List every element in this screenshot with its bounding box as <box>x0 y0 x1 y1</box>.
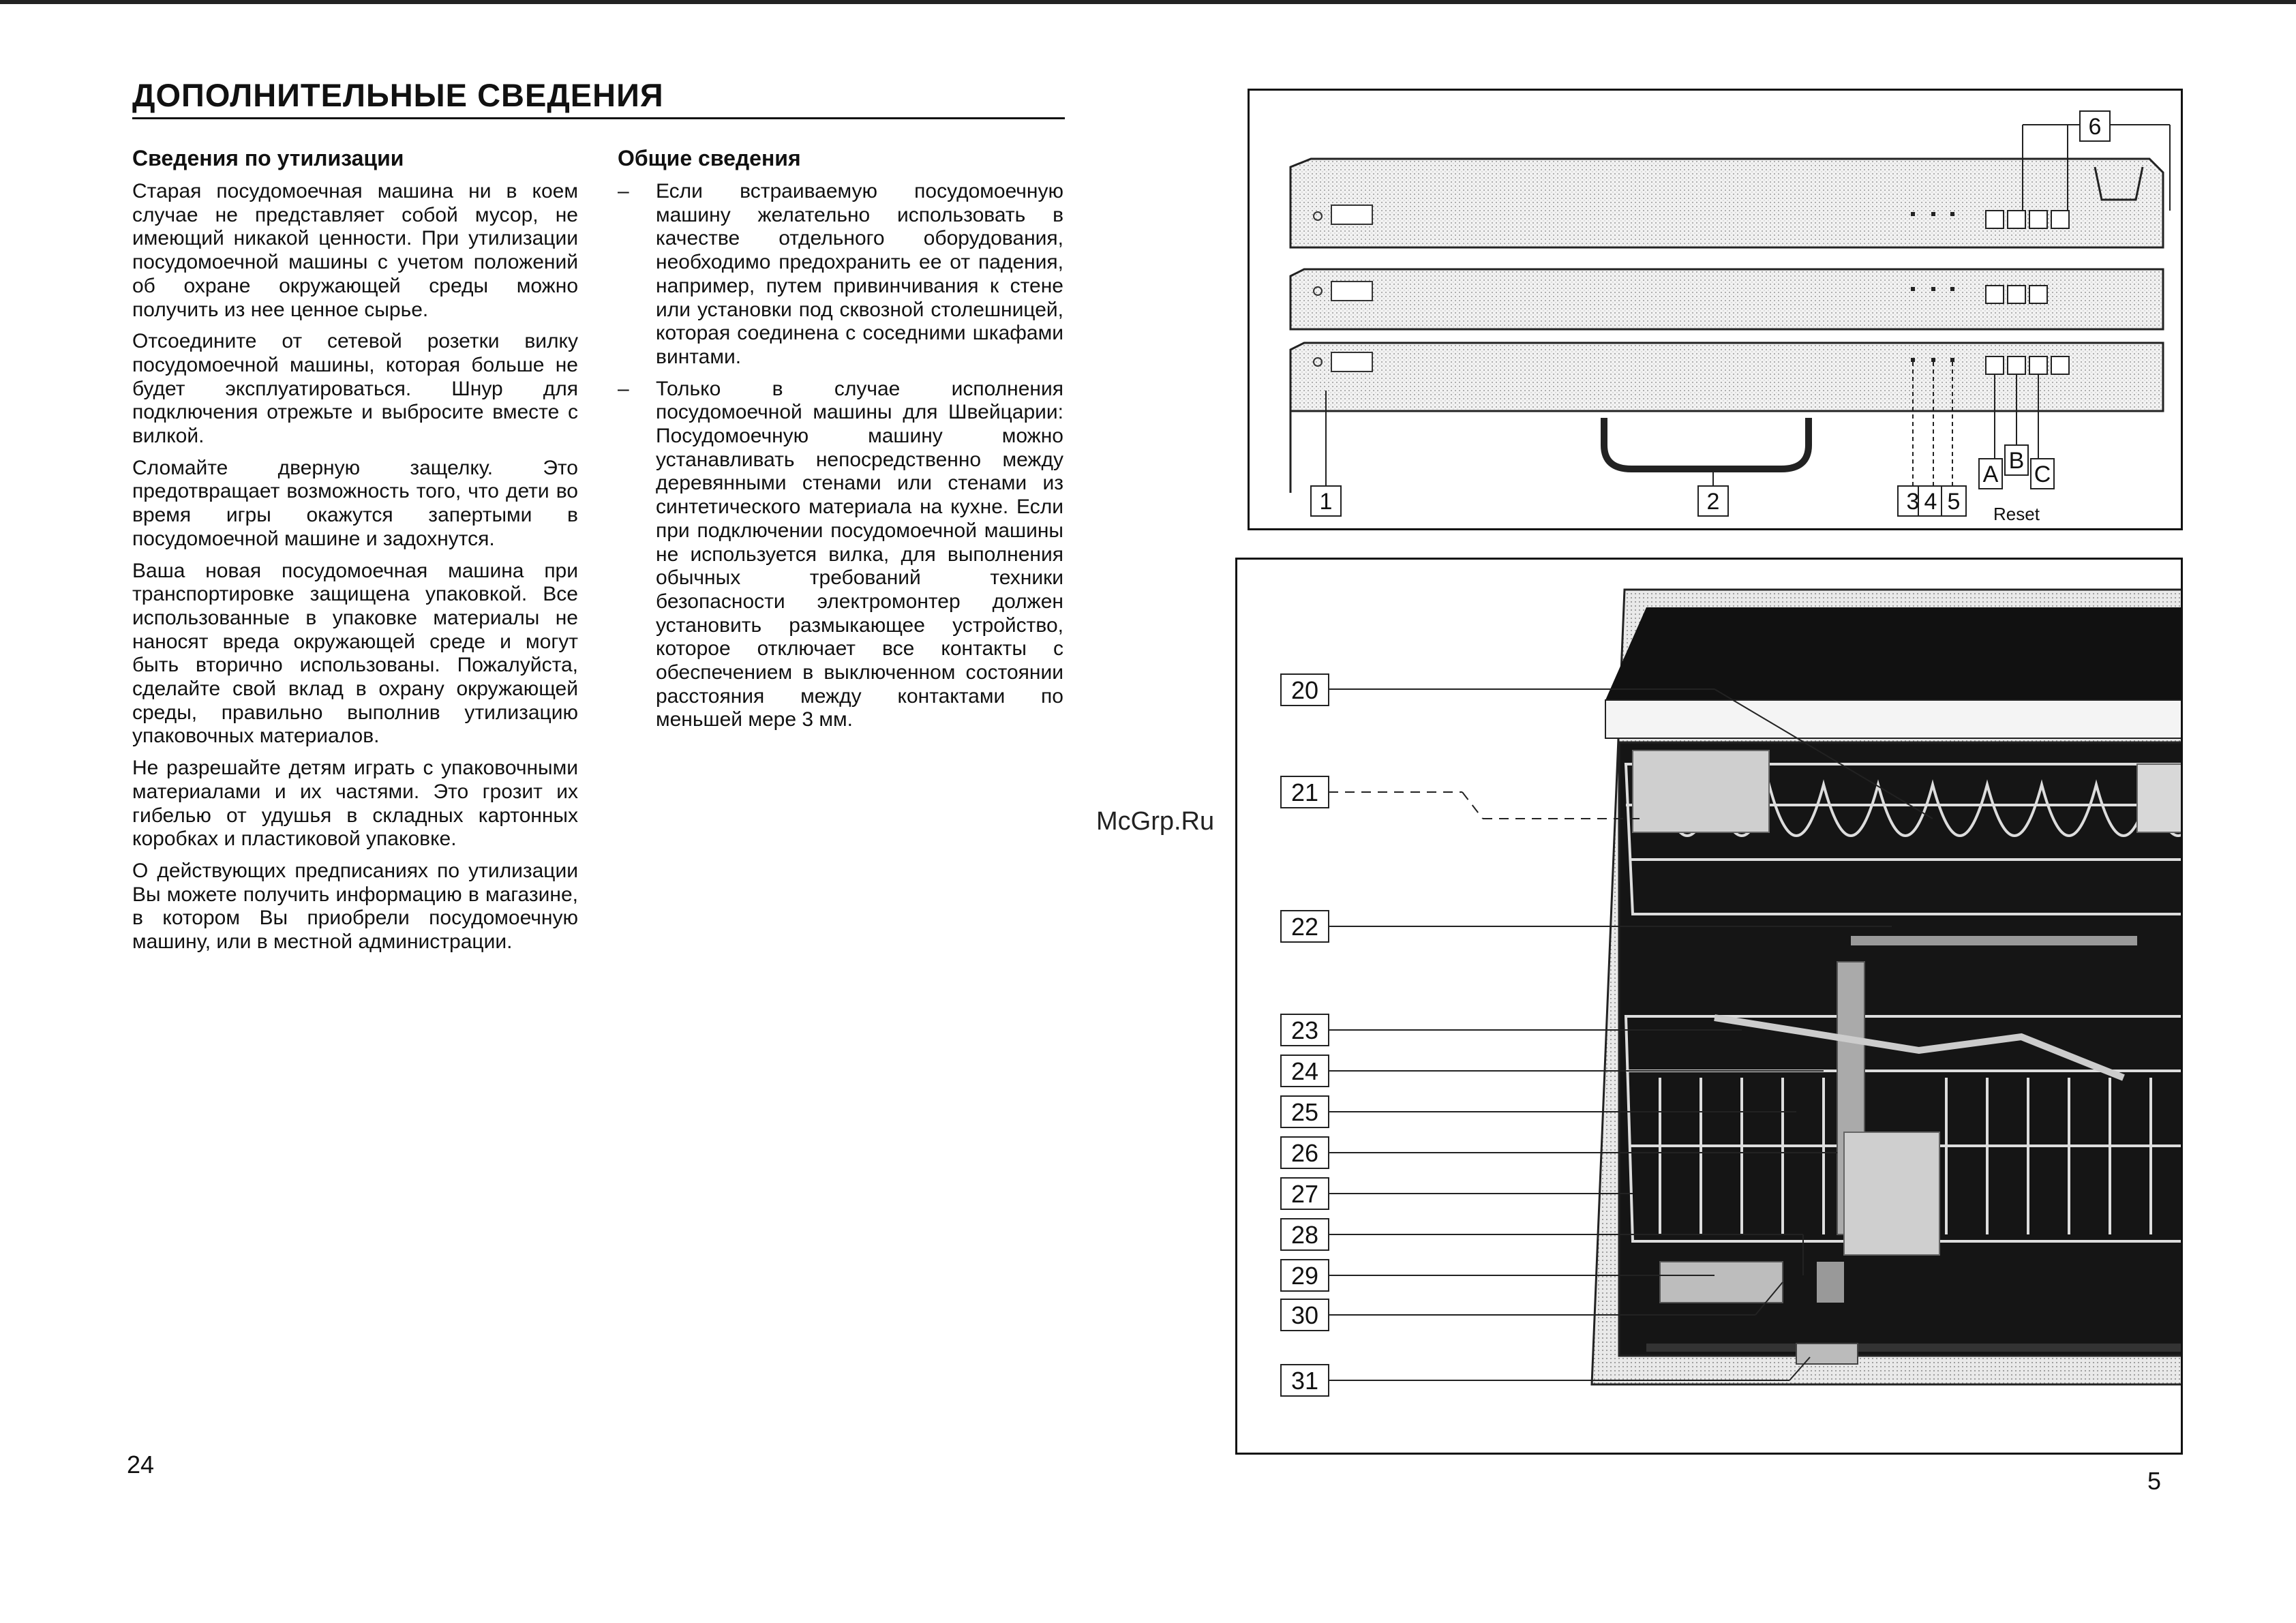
callout-c: C <box>2034 461 2051 487</box>
callout-27: 27 <box>1290 1180 1319 1208</box>
left-column-title: Сведения по утилизации <box>132 146 404 170</box>
page-number-right: 5 <box>2147 1467 2162 1495</box>
dishwasher-drawing <box>1237 560 2181 1453</box>
control-panel-figure <box>1248 89 2183 530</box>
callout-a: A <box>1982 461 1999 487</box>
callout-20: 20 <box>1290 676 1319 704</box>
callout-6: 6 <box>2088 114 2102 140</box>
paragraph: Не разрешайте детям играть с упаковочными материалами и их частями. Это грозит их гибелью от удушья в складных картонных коробках и пластиковой упаковке. <box>132 757 578 851</box>
callout-1: 1 <box>1319 489 1333 515</box>
page-heading: ДОПОЛНИТЕЛЬНЫЕ СВЕДЕНИЯ <box>132 77 664 113</box>
heading-rule <box>132 117 1065 119</box>
right-column-title: Общие сведения <box>618 146 801 170</box>
callout-23: 23 <box>1290 1016 1319 1044</box>
control-panel-drawing <box>1250 91 2181 528</box>
dishwasher-interior-figure <box>1235 558 2183 1455</box>
page-number-left: 24 <box>127 1451 155 1478</box>
callout-30: 30 <box>1290 1301 1319 1329</box>
list-item: – Только в случае исполнения посудомоечной машины для Швейцарии: Посудомоечную машину можно устанавливать непосредственно между деревянными стенами или стенами из синтетического материала на кухне. Если при подключении посудомоечной машины не используется вилка, для выполнения обычных требований техники безопасности электромонтер должен установить размыкающее устройство, которое отключает все контакты с обеспечением в выключенном состоянии расстояния между контактами по меньшей мере 3 мм. <box>618 378 1063 733</box>
panel-variant-1 <box>1290 159 2163 247</box>
callout-4: 4 <box>1924 489 1937 515</box>
right-column-text <box>618 180 1063 740</box>
left-column-text <box>132 180 578 962</box>
top-border-line <box>0 0 2296 4</box>
paragraph: Ваша новая посудомоечная машина при транспортировке защищена упаковкой. Все использованные в упаковке материалы не наносят вреда окружающей среде и могут быть вторично использованы. Пожалуйста, сделайте свой вклад в охрану окружающей среды, правильно выполнив утилизацию упаковочных материалов. <box>132 559 578 748</box>
paragraph: Отсоедините от сетевой розетки вилку посудомоечной машины, которая больше не будет эксплуатироваться. Шнур для подключения отрежьте и выбросите вместе с вилкой. <box>132 330 578 448</box>
paragraph: Старая посудомоечная машина ни в коем случае не представляет собой мусор, не имеющий никакой ценности. При утилизации посудомоечной машины с учетом положений об охране окружающей среды можно получить из нее ценное сырье. <box>132 180 578 321</box>
reset-label: Reset <box>1993 504 2040 524</box>
callout-2: 2 <box>1706 489 1720 515</box>
callout-25: 25 <box>1290 1098 1319 1126</box>
list-item: – Если встраиваемую посудомоечную машину желательно использовать в качестве отдельного оборудования, необходимо предохранить ее от падения, например, путем привинчивания к стене или установки под сквозной столешницей, которая соединена с соседними шкафами винтами. <box>618 180 1063 369</box>
callout-21: 21 <box>1290 778 1319 806</box>
paragraph: О действующих предписаниях по утилизации Вы можете получить информацию в магазине, в котором Вы приобрели посудомоечную машину, или в местной администрации. <box>132 859 578 954</box>
callout-22: 22 <box>1290 913 1319 941</box>
panel-variant-2 <box>1290 269 2163 329</box>
callout-26: 26 <box>1290 1139 1319 1167</box>
callout-29: 29 <box>1290 1262 1319 1290</box>
callout-5: 5 <box>1947 489 1961 515</box>
callout-28: 28 <box>1290 1221 1319 1249</box>
callout-3: 3 <box>1906 489 1920 515</box>
callout-31: 31 <box>1290 1367 1319 1395</box>
watermark: McGrp.Ru <box>1096 807 1215 836</box>
paragraph: Сломайте дверную защелку. Это предотвращает возможность того, что дети во время игры окажутся запертыми в посудомоечной машине и задохнутся. <box>132 456 578 550</box>
callout-24: 24 <box>1290 1057 1319 1085</box>
callout-b: B <box>2008 448 2025 474</box>
